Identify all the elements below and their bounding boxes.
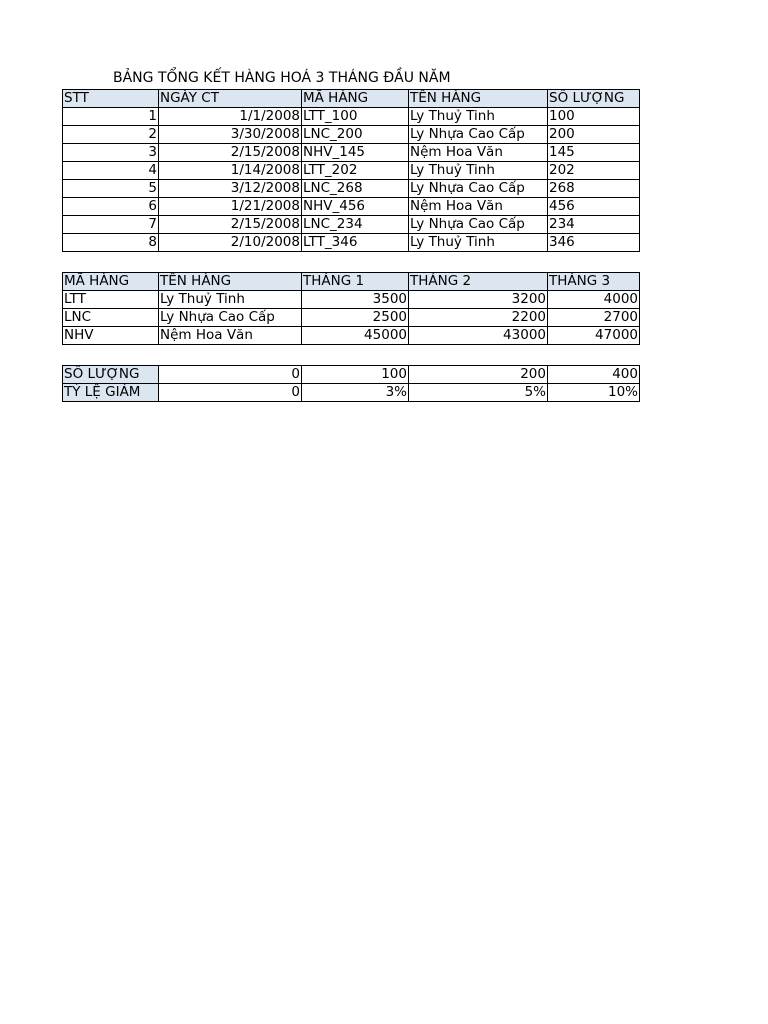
cell-discount-rate[interactable]: 0	[159, 384, 302, 402]
cell-thang-2[interactable]: 3200	[409, 291, 548, 309]
cell-ma-hang[interactable]: LTT_100	[302, 108, 409, 126]
table-row	[63, 198, 640, 216]
cell-ma-hang[interactable]: LNC_200	[302, 126, 409, 144]
cell-ten-hang[interactable]: Ly Thuỷ Tinh	[409, 234, 548, 252]
cell-quantity-threshold[interactable]: 200	[409, 366, 548, 384]
cell-ngay-ct[interactable]: 1/1/2008	[159, 108, 302, 126]
summary-table	[62, 89, 640, 252]
cell-ngay-ct[interactable]: 3/30/2008	[159, 126, 302, 144]
cell-thang-1[interactable]: 2500	[302, 309, 409, 327]
cell-thang-2[interactable]: 2200	[409, 309, 548, 327]
discount-table	[62, 365, 640, 402]
sheet-title: BẢNG TỔNG KẾT HÀNG HOÁ 3 THÁNG ĐẦU NĂM	[113, 70, 451, 86]
cell-ten-hang[interactable]: Ly Thuỷ Tinh	[409, 162, 548, 180]
table-row	[63, 327, 640, 345]
cell-so-luong[interactable]: 346	[548, 234, 640, 252]
cell-ma-hang[interactable]: LTT_202	[302, 162, 409, 180]
header-cell-thang-3[interactable]: THÁNG 3	[548, 273, 640, 291]
table-row	[63, 162, 640, 180]
cell-ma-hang[interactable]: NHV	[63, 327, 159, 345]
cell-ma-hang[interactable]: LNC	[63, 309, 159, 327]
row-header-ty-le-giam[interactable]: TỶ LỆ GIẢM	[63, 384, 159, 402]
cell-stt[interactable]: 8	[63, 234, 159, 252]
cell-ngay-ct[interactable]: 3/12/2008	[159, 180, 302, 198]
cell-discount-rate[interactable]: 10%	[548, 384, 640, 402]
cell-discount-rate[interactable]: 3%	[302, 384, 409, 402]
cell-stt[interactable]: 3	[63, 144, 159, 162]
cell-stt[interactable]: 2	[63, 126, 159, 144]
cell-so-luong[interactable]: 145	[548, 144, 640, 162]
header-cell-ten-hang[interactable]: TÊN HÀNG	[409, 90, 548, 108]
cell-quantity-threshold[interactable]: 0	[159, 366, 302, 384]
cell-so-luong[interactable]: 202	[548, 162, 640, 180]
cell-ten-hang[interactable]: Nệm Hoa Văn	[409, 198, 548, 216]
cell-stt[interactable]: 7	[63, 216, 159, 234]
table-row	[63, 126, 640, 144]
cell-ma-hang[interactable]: LNC_268	[302, 180, 409, 198]
table-row	[63, 291, 640, 309]
cell-thang-1[interactable]: 3500	[302, 291, 409, 309]
cell-thang-1[interactable]: 45000	[302, 327, 409, 345]
table-header-row	[63, 273, 640, 291]
cell-thang-3[interactable]: 4000	[548, 291, 640, 309]
cell-ten-hang[interactable]: Ly Thuỷ Tinh	[409, 108, 548, 126]
cell-so-luong[interactable]: 100	[548, 108, 640, 126]
cell-ngay-ct[interactable]: 2/10/2008	[159, 234, 302, 252]
header-cell-stt[interactable]: STT	[63, 90, 159, 108]
header-cell-ngay-ct[interactable]: NGÀY CT	[159, 90, 302, 108]
cell-stt[interactable]: 5	[63, 180, 159, 198]
cell-quantity-threshold[interactable]: 100	[302, 366, 409, 384]
cell-ma-hang[interactable]: LTT	[63, 291, 159, 309]
cell-ngay-ct[interactable]: 1/21/2008	[159, 198, 302, 216]
table-row	[63, 309, 640, 327]
table-row	[63, 216, 640, 234]
cell-thang-3[interactable]: 47000	[548, 327, 640, 345]
cell-ten-hang[interactable]: Ly Thuỷ Tinh	[159, 291, 302, 309]
cell-quantity-threshold[interactable]: 400	[548, 366, 640, 384]
cell-so-luong[interactable]: 268	[548, 180, 640, 198]
cell-ten-hang[interactable]: Ly Nhựa Cao Cấp	[409, 180, 548, 198]
table-row	[63, 366, 640, 384]
table-header-row	[63, 90, 640, 108]
header-cell-thang-1[interactable]: THÁNG 1	[302, 273, 409, 291]
cell-ma-hang[interactable]: NHV_145	[302, 144, 409, 162]
cell-stt[interactable]: 4	[63, 162, 159, 180]
row-header-so-luong[interactable]: SỐ LƯỢNG	[63, 366, 159, 384]
cell-discount-rate[interactable]: 5%	[409, 384, 548, 402]
cell-ma-hang[interactable]: NHV_456	[302, 198, 409, 216]
cell-ngay-ct[interactable]: 1/14/2008	[159, 162, 302, 180]
cell-ngay-ct[interactable]: 2/15/2008	[159, 144, 302, 162]
cell-so-luong[interactable]: 234	[548, 216, 640, 234]
price-table	[62, 272, 640, 345]
cell-so-luong[interactable]: 456	[548, 198, 640, 216]
cell-ten-hang[interactable]: Nệm Hoa Văn	[159, 327, 302, 345]
cell-so-luong[interactable]: 200	[548, 126, 640, 144]
cell-ten-hang[interactable]: Ly Nhựa Cao Cấp	[409, 126, 548, 144]
cell-ngay-ct[interactable]: 2/15/2008	[159, 216, 302, 234]
cell-ten-hang[interactable]: Nệm Hoa Văn	[409, 144, 548, 162]
cell-ma-hang[interactable]: LNC_234	[302, 216, 409, 234]
table-row	[63, 234, 640, 252]
cell-ten-hang[interactable]: Ly Nhựa Cao Cấp	[409, 216, 548, 234]
table-row	[63, 180, 640, 198]
cell-ten-hang[interactable]: Ly Nhựa Cao Cấp	[159, 309, 302, 327]
header-cell-ten-hang[interactable]: TÊN HÀNG	[159, 273, 302, 291]
header-cell-thang-2[interactable]: THÁNG 2	[409, 273, 548, 291]
cell-thang-2[interactable]: 43000	[409, 327, 548, 345]
table-row	[63, 384, 640, 402]
table-row	[63, 144, 640, 162]
cell-ma-hang[interactable]: LTT_346	[302, 234, 409, 252]
header-cell-so-luong[interactable]: SỐ LƯỢNG	[548, 90, 640, 108]
table-row	[63, 108, 640, 126]
cell-stt[interactable]: 1	[63, 108, 159, 126]
cell-stt[interactable]: 6	[63, 198, 159, 216]
header-cell-ma-hang[interactable]: MÃ HÀNG	[302, 90, 409, 108]
header-cell-ma-hang[interactable]: MÃ HÀNG	[63, 273, 159, 291]
cell-thang-3[interactable]: 2700	[548, 309, 640, 327]
